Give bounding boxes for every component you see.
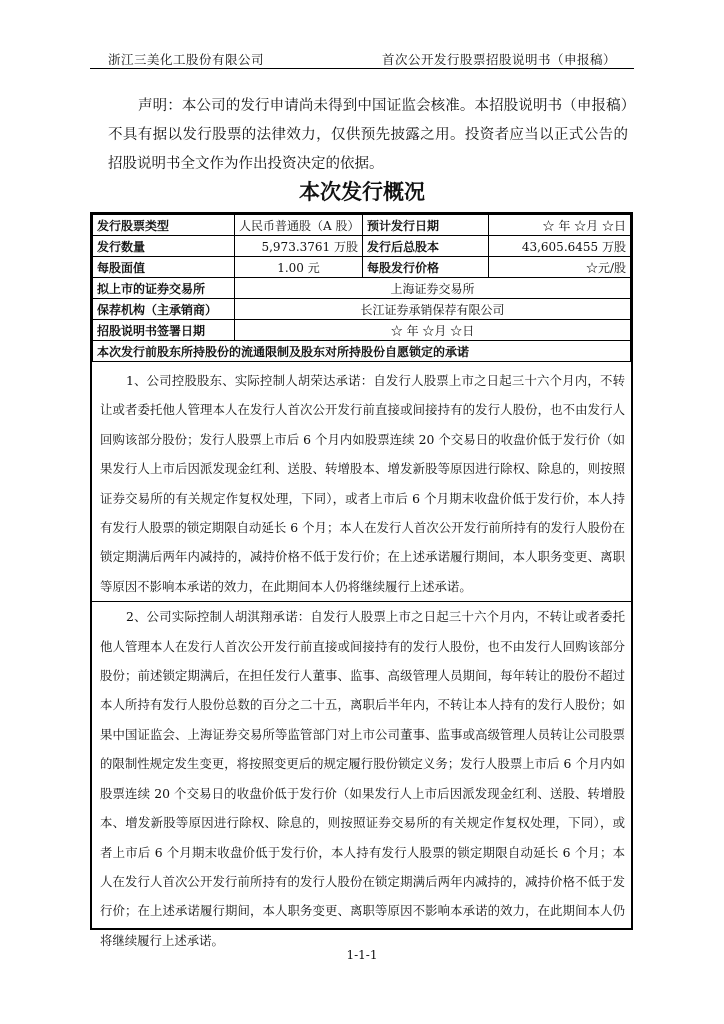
table-row: [93, 341, 631, 362]
header-company: 浙江三美化工股份有限公司: [108, 52, 265, 67]
price-value: ☆元/股: [489, 257, 631, 278]
issue-date-value: ☆ 年 ☆月 ☆日: [489, 215, 631, 236]
issue-qty-label: 发行数量: [93, 236, 235, 257]
page-title: 本次发行概况: [299, 180, 425, 204]
total-shares-label: 发行后总股本: [363, 236, 489, 257]
promise-paragraph-2: 2、公司实际控制人胡淇翔承诺：自发行人股票上市之日起三十六个月内，不转让或者委托他人管理本人在发行人首次公开发行前直接或间接持有的发行人股份，也不由发行人回购该部分股份；前述锁定期满后，在担任发行人董事、监事、高级管理人员期间，每年转让的股份不超过本人所持有发行人股份总数的百分之二十五，离职后半年内，不转让本人持有的发行人股份；如果中国证监会、上海证券交易所等监管部门对上市公司董事、监事或高级管理人员转让公司股票的限制性规定发生变更，将按照变更后的规定履行股份锁定义务；发行人股票上市后 6 个月内如股票连续 20 个交易日的收盘价低于发行价（如果发行人上市后因派发现金红利、送股、转增股本、增发新股等原因进行除权、除息的，则按照证券交易所的有关规定作复权处理，下同），或者上市后 6 个月期末收盘价低于发行价，本人持有发行人股票的锁定期限自动延长 6 个月；本人在发行人首次公开发行前所持有的发行人股份在锁定期满后两年内减持的，减持价格不低于发行价；在上述承诺履行期间，本人职务变更、离职等原因不影响本承诺的效力，在此期间本人仍将继续履行上述承诺。: [92, 601, 631, 955]
offering-summary-table: [92, 214, 631, 362]
issue-date-label: 预计发行日期: [363, 215, 489, 236]
offering-summary-frame: [90, 212, 633, 948]
lockup-section-title: 本次发行前股东所持股份的流通限制及股东对所持股份自愿锁定的承诺: [93, 341, 631, 362]
table-row: [93, 299, 631, 320]
issue-qty-value: 5,973.3761 万股: [235, 236, 363, 257]
table-row: [93, 278, 631, 299]
lockup-promises: [92, 362, 631, 955]
total-shares-value: 43,605.6455 万股: [489, 236, 631, 257]
exchange-value: 上海证券交易所: [235, 278, 631, 299]
sponsor-value: 长江证券承销保荐有限公司: [235, 299, 631, 320]
par-value-value: 1.00 元: [235, 257, 363, 278]
table-row: [93, 320, 631, 341]
declaration: 声明：本公司的发行申请尚未得到中国证监会核准。本招股说明书（申报稿）不具有据以发行股票的法律效力，仅供预先披露之用。投资者应当以正式公告的招股说明书全文作为作出投资决定的依据。: [108, 98, 628, 172]
page-number: 1-1-1: [346, 948, 378, 962]
sponsor-label: 保荐机构（主承销商）: [93, 299, 235, 320]
table-row: [93, 257, 631, 278]
price-label: 每股发行价格: [363, 257, 489, 278]
stock-type-value: 人民币普通股（A 股）: [235, 215, 363, 236]
sign-date-value: ☆ 年 ☆月 ☆日: [235, 320, 631, 341]
stock-type-label: 发行股票类型: [93, 215, 235, 236]
exchange-label: 拟上市的证券交易所: [93, 278, 235, 299]
header-rule: [90, 68, 634, 69]
header-doc-title: 首次公开发行股票招股说明书（申报稿）: [381, 52, 616, 67]
sign-date-label: 招股说明书签署日期: [93, 320, 235, 341]
table-row: [93, 215, 631, 236]
table-row: [93, 236, 631, 257]
par-value-label: 每股面值: [93, 257, 235, 278]
promise-paragraph-1: 1、公司控股股东、实际控制人胡荣达承诺：自发行人股票上市之日起三十六个月内，不转让或者委托他人管理本人在发行人首次公开发行前直接或间接持有的发行人股份，也不由发行人回购该部分股份；发行人股票上市后 6 个月内如股票连续 20 个交易日的收盘价低于发行价（如果发行人上市后因派发现金红利、送股、转增股本、增发新股等原因进行除权、除息的，则按照证券交易所的有关规定作复权处理，下同），或者上市后 6 个月期末收盘价低于发行价，本人持有发行人股票的锁定期限自动延长 6 个月；本人在发行人首次公开发行前所持有的发行人股份在锁定期满后两年内减持的，减持价格不低于发行价；在上述承诺履行期间，本人职务变更、离职等原因不影响本承诺的效力，在此期间本人仍将继续履行上述承诺。: [100, 373, 625, 594]
